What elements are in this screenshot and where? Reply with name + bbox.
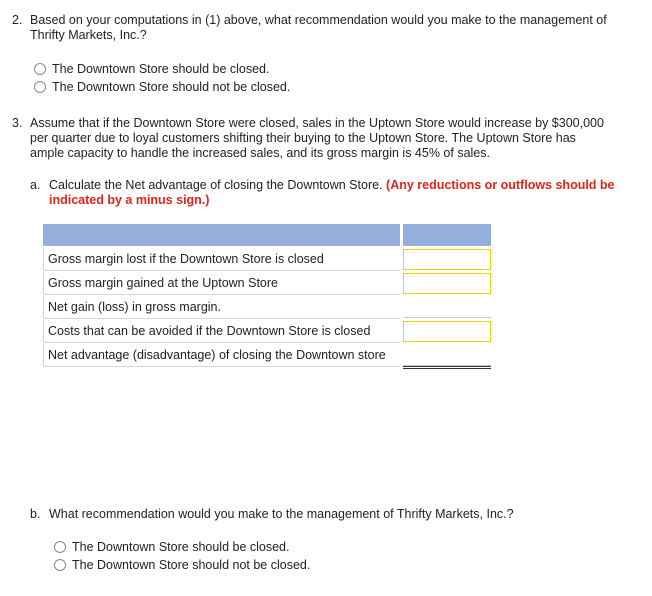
q2-text-line1: Based on your computations in (1) above, what recommendation would you make to the management of <box>30 13 607 27</box>
avoidable-costs-input[interactable] <box>403 321 491 342</box>
part-b-option-closed[interactable] <box>54 539 290 555</box>
table-header-value-cell <box>403 224 491 246</box>
part-b-text: What recommendation would you make to the management of Thrifty Markets, Inc.? <box>49 507 514 521</box>
part-b-radio-closed[interactable] <box>54 541 66 553</box>
double-underline <box>403 366 491 369</box>
gross-margin-gained-input[interactable] <box>403 273 491 294</box>
q2-radio-not-closed[interactable] <box>34 81 46 93</box>
net-advantage-input[interactable] <box>403 345 491 366</box>
part-a-text: Calculate the Net advantage of closing the Downtown Store. <box>49 178 383 192</box>
q2-option-not-closed-label: The Downtown Store should not be closed. <box>52 80 291 94</box>
q2-option-not-closed[interactable] <box>34 79 290 95</box>
gross-margin-lost-input[interactable] <box>403 249 491 270</box>
part-a-letter: a. <box>30 178 41 192</box>
q2-number: 2. <box>12 13 23 27</box>
part-b-option-closed-label: The Downtown Store should be closed. <box>72 540 290 554</box>
q2-option-closed[interactable] <box>34 61 270 77</box>
q3-text-line2: per quarter due to loyal customers shifting their buying to the Uptown Store. The Uptown Store has <box>30 131 576 145</box>
net-gain-gross-margin-input[interactable] <box>403 297 491 318</box>
table-row-label: Gross margin lost if the Downtown Store is closed <box>43 248 400 271</box>
q2-text-line2: Thrifty Markets, Inc.? <box>30 28 147 42</box>
q3-number: 3. <box>12 116 23 130</box>
part-a-instruction-line2: indicated by a minus sign.) <box>49 193 210 207</box>
q2-radio-closed[interactable] <box>34 63 46 75</box>
q2-option-closed-label: The Downtown Store should be closed. <box>52 62 270 76</box>
part-b-option-not-closed-label: The Downtown Store should not be closed. <box>72 558 311 572</box>
table-row-label: Costs that can be avoided if the Downtown Store is closed <box>43 320 400 343</box>
table-row-label: Net gain (loss) in gross margin. <box>43 296 400 319</box>
q3-text-line3: ample capacity to handle the increased sales, and its gross margin is 45% of sales. <box>30 146 490 160</box>
part-a-instruction-line1: (Any reductions or outflows should be <box>386 178 615 192</box>
part-b-letter: b. <box>30 507 41 521</box>
table-header-label-cell <box>43 224 400 246</box>
part-b-radio-not-closed[interactable] <box>54 559 66 571</box>
part-a-text-line <box>49 177 615 193</box>
table-row-label: Net advantage (disadvantage) of closing the Downtown store <box>43 344 400 367</box>
table-row-label: Gross margin gained at the Uptown Store <box>43 272 400 295</box>
part-b-option-not-closed[interactable] <box>54 557 310 573</box>
q3-text-line1: Assume that if the Downtown Store were closed, sales in the Uptown Store would increase by $300,000 <box>30 116 604 130</box>
